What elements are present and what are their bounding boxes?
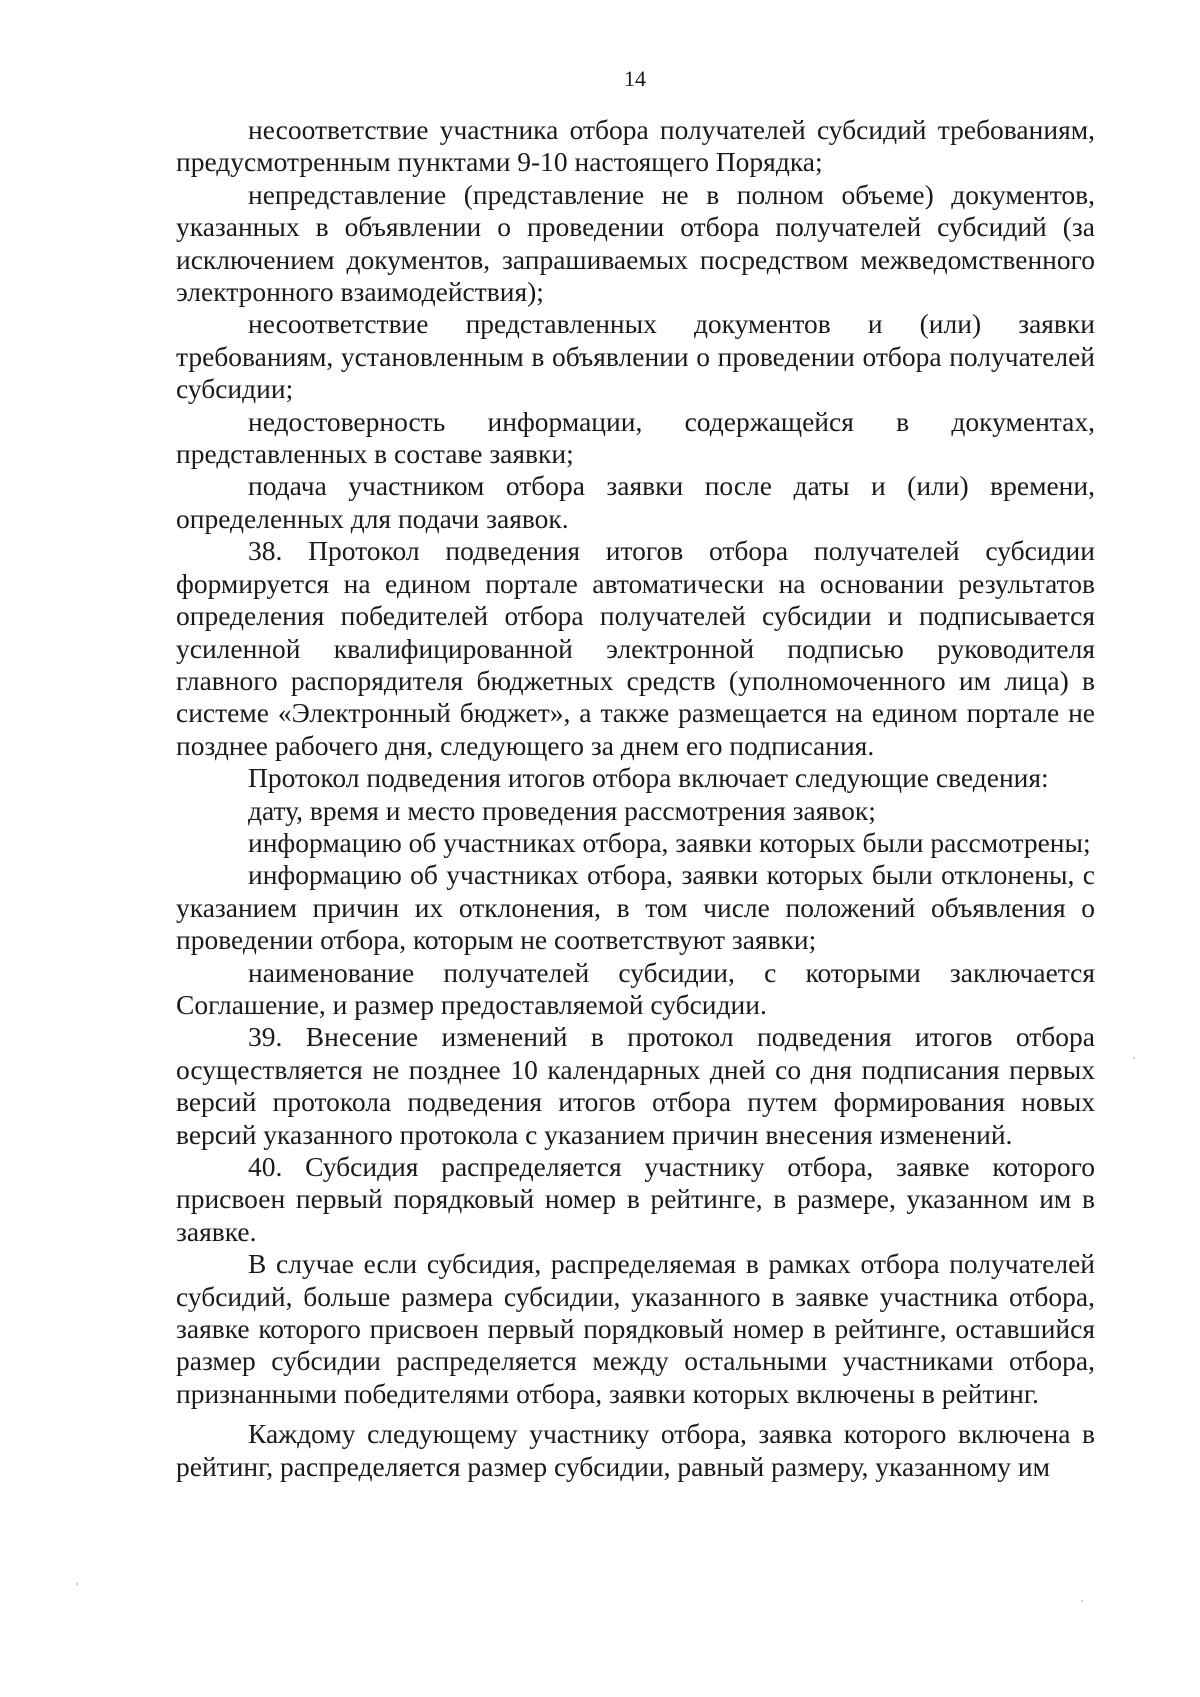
paragraph-clause-39: 39. Внесение изменений в протокол подведения итогов отбора осуществляется не позднее 10 календарных дней со дня подписания первых версий протокола подведения итогов отбора путем формирования новых версий указанного протокола с указанием причин внесения изменений. bbox=[176, 1021, 1095, 1150]
paragraph-reviewed-participants: информацию об участниках отбора, заявки которых были рассмотрены; bbox=[248, 826, 1091, 858]
paragraph-clause-38: 38. Протокол подведения итогов отбора получателей субсидии формируется на едином портале автоматически на основании результатов определения победителей отбора получателей субсидии и подписывается усиленной квалифицированной электронной подписью руководителя главного распорядителя бюджетных средств (уполномоченного им лица) в системе «Электронный бюджет», а также размещается на едином портале не позднее рабочего дня, следующего за днем его подписания. bbox=[176, 535, 1095, 761]
paragraph-recipients-names: наименование получателей субсидии, с которыми заключается Соглашение, и размер предоставляемой субсидии. bbox=[176, 956, 1095, 1020]
paragraph-unreliable-information: недостоверность информации, содержащейся в документах, представленных в составе заявки; bbox=[176, 405, 1095, 470]
paragraph-documents-not-submitted: непредставление (представление не в полном объеме) документов, указанных в объявлении о проведении отбора получателей субсидий (за исключением документов, запрашиваемых посредством межведомственного электронного взаимодействия); bbox=[176, 178, 1095, 308]
scan-speck bbox=[1081, 1600, 1083, 1602]
scan-speck bbox=[1133, 1057, 1135, 1059]
page-number: 14 bbox=[624, 66, 646, 91]
paragraph-rejected-participants: информацию об участниках отбора, заявки которых были отклонены, с указанием причин их отклонения, в том числе положений объявления о проведении отбора, которым не соответствуют заявки; bbox=[176, 859, 1095, 956]
document-body bbox=[176, 114, 1095, 1483]
paragraph-documents-non-compliance: несоответствие представленных документов и (или) заявки требованиям, установленным в объявлении о проведении отбора получателей субсидии; bbox=[176, 308, 1095, 405]
paragraph-protocol-contents: Протокол подведения итогов отбора включает следующие сведения: bbox=[248, 762, 1049, 794]
paragraph-non-compliance-participant: несоответствие участника отбора получателей субсидий требованиям, предусмотренным пунктами 9-10 настоящего Порядка; bbox=[176, 114, 1095, 178]
paragraph-clause-40: 40. Субсидия распределяется участнику отбора, заявке которого присвоен первый порядковый номер в рейтинге, в размере, указанном им в заявке. bbox=[176, 1151, 1095, 1247]
paragraph-date-time-place: дату, время и место проведения рассмотрения заявок; bbox=[248, 794, 876, 826]
paragraph-remaining-subsidy: В случае если субсидия, распределяемая в рамках отбора получателей субсидий, больше размера субсидии, указанного в заявке участника отбора, заявке которого присвоен первый порядковый номер в рейтинге, оставшийся размер субсидии распределяется между остальными участниками отбора, признанными победителями отбора, заявки которых включены в рейтинг. bbox=[176, 1248, 1095, 1409]
scan-speck bbox=[76, 1583, 78, 1585]
paragraph-each-next-participant: Каждому следующему участнику отбора, заявка которого включена в рейтинг, распределяется размер субсидии, равный размеру, указанному им bbox=[176, 1418, 1095, 1482]
paragraph-late-submission: подача участником отбора заявки после даты и (или) времени, определенных для подачи заявок. bbox=[176, 470, 1095, 534]
